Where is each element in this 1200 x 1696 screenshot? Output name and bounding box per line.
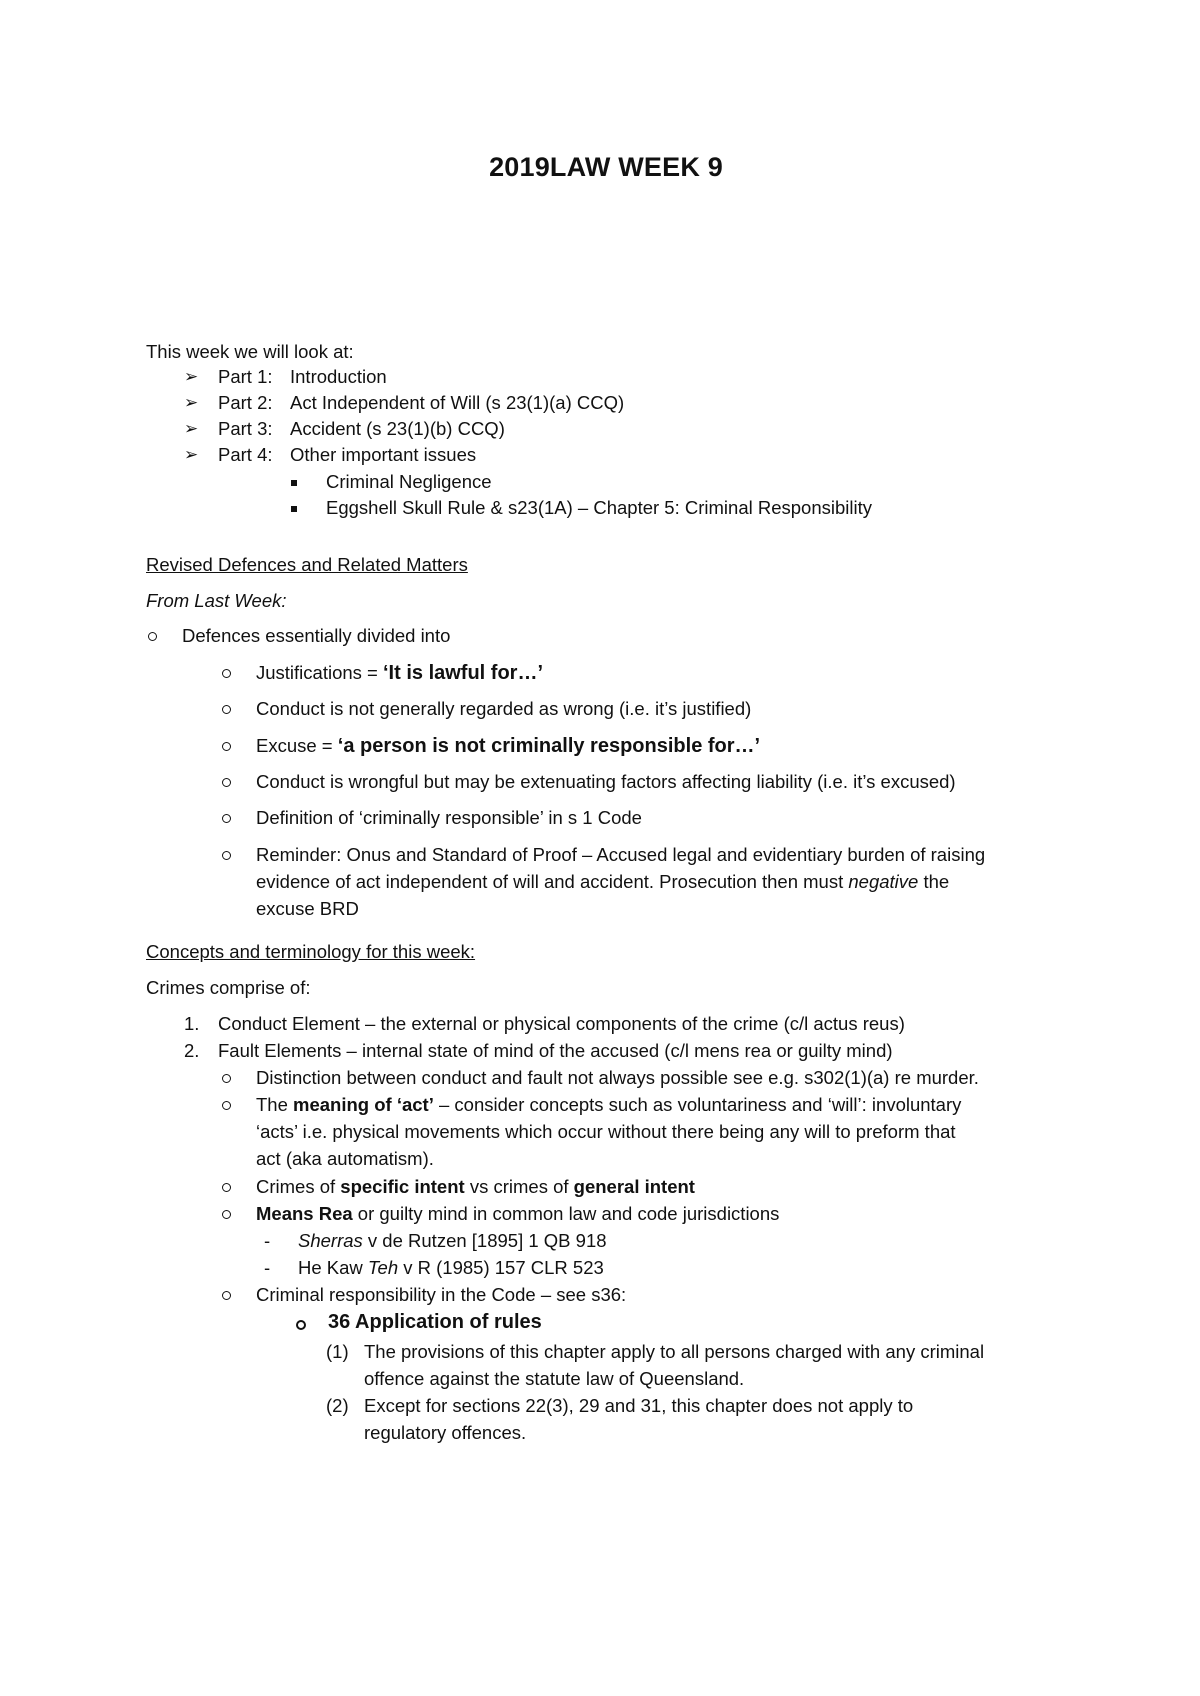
subpart-item: Eggshell Skull Rule & s23(1A) – Chapter 5: Criminal Responsibility [326, 497, 872, 518]
list-number: 2. [184, 1040, 200, 1061]
circle-bullet-icon [222, 1291, 231, 1300]
sub-item: act (aka automatism). [256, 1148, 434, 1169]
list-number: 1. [184, 1013, 200, 1034]
subsection-text: Except for sections 22(3), 29 and 31, this chapter does not apply to [364, 1395, 914, 1416]
part-item: Part 4: Other important issues [218, 444, 477, 465]
list-item: Conduct Element – the external or physical components of the crime (c/l actus reus) [218, 1013, 905, 1034]
list-item: Excuse = ‘a person is not criminally responsible for…’ [256, 735, 761, 757]
arrow-bullet-icon: ➢ [184, 419, 199, 438]
part-item: Part 2: Act Independent of Will (s 23(1)(a) CCQ) [218, 392, 625, 413]
list-item: Defences essentially divided into [182, 625, 451, 646]
sub-item: ‘acts’ i.e. physical movements which occur without there being any will to preform that [256, 1121, 956, 1142]
reminder-line: excuse BRD [256, 898, 359, 919]
intro-text: This week we will look at: [146, 341, 354, 362]
circle-bullet-icon [148, 632, 157, 641]
arrow-bullet-icon: ➢ [184, 445, 199, 464]
subsection-number: (2) [326, 1395, 349, 1416]
circle-bullet-icon [222, 705, 231, 714]
reminder-line: evidence of act independent of will and accident. Prosecution then must negative the [256, 871, 950, 892]
square-bullet-icon [291, 480, 297, 486]
dash-bullet: - [264, 1230, 271, 1251]
subpart-item: Criminal Negligence [326, 471, 492, 492]
sub-item: Crimes of specific intent vs crimes of general intent [256, 1176, 695, 1197]
part-item: Part 1: Introduction [218, 366, 387, 387]
crimes-comprise-label: Crimes comprise of: [146, 977, 311, 998]
sub-item: Criminal responsibility in the Code – see s36: [256, 1284, 627, 1305]
dash-bullet: - [264, 1257, 271, 1278]
subsection-number: (1) [326, 1341, 349, 1362]
subsection-text: offence against the statute law of Queensland. [364, 1368, 745, 1389]
square-bullet-icon [291, 506, 297, 512]
list-item: Fault Elements – internal state of mind of the accused (c/l mens rea or guilty mind) [218, 1040, 893, 1061]
section-36-heading: 36 Application of rules [328, 1311, 542, 1333]
case-citation: He Kaw Teh v R (1985) 157 CLR 523 [298, 1257, 604, 1278]
circle-bullet-icon [222, 1101, 231, 1110]
list-item: Justifications = ‘It is lawful for…’ [256, 662, 544, 684]
list-item: Conduct is not generally regarded as wrong (i.e. it’s justified) [256, 698, 752, 719]
section-heading: Revised Defences and Related Matters [146, 554, 468, 575]
subsection-text: The provisions of this chapter apply to all persons charged with any criminal [364, 1341, 985, 1362]
document-title: 2019LAW WEEK 9 [489, 152, 723, 182]
from-last-week-label: From Last Week: [146, 590, 287, 611]
circle-bullet-icon [222, 851, 231, 860]
circle-bullet-icon [222, 669, 231, 678]
part-item: Part 3: Accident (s 23(1)(b) CCQ) [218, 418, 505, 439]
arrow-bullet-icon: ➢ [184, 367, 199, 386]
list-item: Conduct is wrongful but may be extenuating factors affecting liability (i.e. it’s excused) [256, 771, 956, 792]
reminder-line: Reminder: Onus and Standard of Proof – Accused legal and evidentiary burden of raising [256, 844, 986, 865]
subsection-text: regulatory offences. [364, 1422, 527, 1443]
circle-bullet-icon [222, 778, 231, 787]
circle-bullet-icon [222, 1183, 231, 1192]
circle-bullet-icon [222, 814, 231, 823]
sub-item: Distinction between conduct and fault not always possible see e.g. s302(1)(a) re murder. [256, 1067, 979, 1088]
section-heading: Concepts and terminology for this week: [146, 941, 476, 962]
circle-bullet-icon [222, 1074, 231, 1083]
sub-item: Means Rea or guilty mind in common law and code jurisdictions [256, 1203, 780, 1224]
list-item: Definition of ‘criminally responsible’ in s 1 Code [256, 807, 642, 828]
case-citation: Sherras v de Rutzen [1895] 1 QB 918 [298, 1230, 607, 1251]
circle-bullet-icon [222, 1210, 231, 1219]
circle-bullet-icon [222, 742, 231, 751]
arrow-bullet-icon: ➢ [184, 393, 199, 412]
sub-item: The meaning of ‘act’ – consider concepts such as voluntariness and ‘will’: involuntary [256, 1094, 962, 1115]
circle-bullet-icon [296, 1320, 306, 1330]
